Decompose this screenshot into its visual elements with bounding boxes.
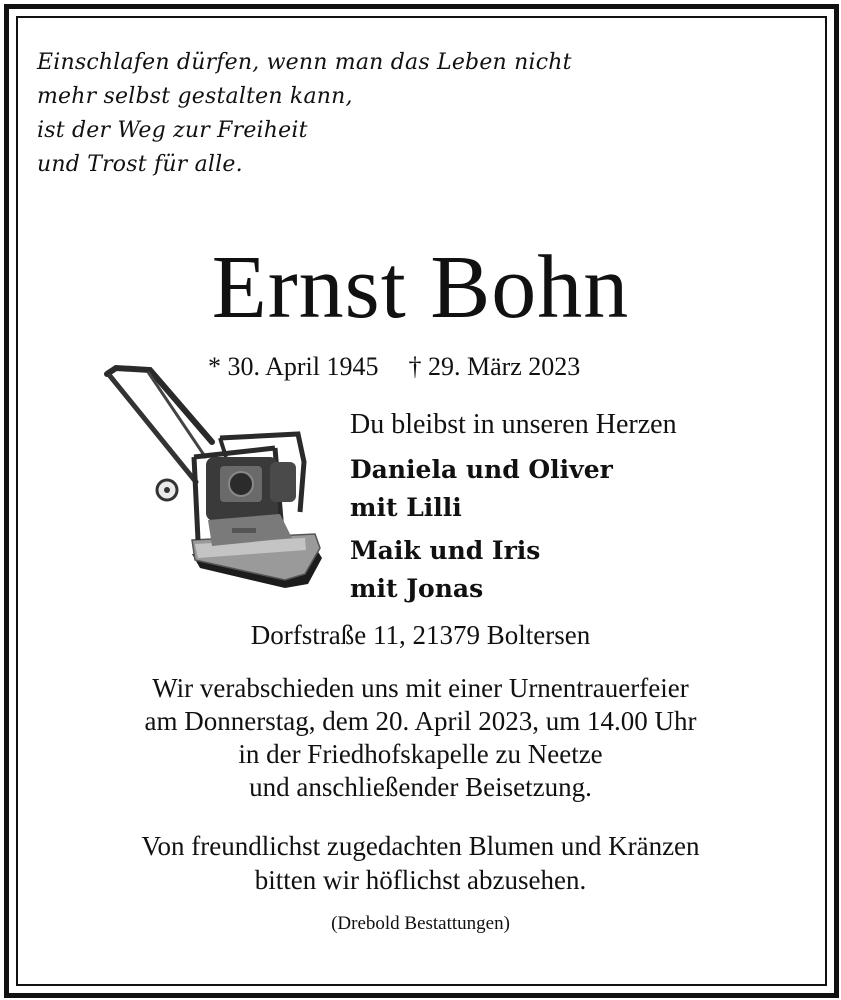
farewell-sentence: Du bleibst in unseren Herzen — [350, 409, 677, 440]
undertaker: (Drebold Bestattungen) — [331, 913, 510, 934]
poem-line: mehr selbst gestalten kann, — [37, 84, 353, 109]
address: Dorfstraße 11, 21379 Boltersen — [250, 620, 591, 650]
flowers-note — [0, 829, 841, 897]
flowers-line: bitten wir höflichst abzusehen. — [254, 865, 587, 895]
ceremony-line: in der Friedhofskapelle zu Neetze — [238, 739, 603, 769]
mourner-line: mit Jonas — [350, 574, 484, 603]
ceremony-line: und anschließender Beisetzung. — [249, 772, 592, 802]
mourner-group — [350, 451, 613, 527]
mourner-group — [350, 532, 540, 608]
mourner-line: mit Lilli — [350, 493, 462, 522]
mourner-line: Maik und Iris — [350, 536, 541, 565]
poem — [37, 46, 572, 182]
deceased-name: Ernst Bohn — [211, 238, 630, 337]
poem-line: ist der Weg zur Freiheit — [37, 118, 308, 143]
mourner-line: Daniela und Oliver — [350, 455, 613, 484]
plate-compactor-icon — [100, 362, 330, 594]
birth-date: * 30. April 1945 — [208, 352, 379, 381]
flowers-line: Von freundlichst zugedachten Blumen und Kränzen — [141, 831, 700, 861]
poem-line: und Trost für alle. — [37, 152, 243, 177]
ceremony-info — [0, 672, 841, 804]
ceremony-line: Wir verabschieden uns mit einer Urnentrauerfeier — [152, 673, 689, 703]
ceremony-line: am Donnerstag, dem 20. April 2023, um 14.00 Uhr — [144, 706, 697, 736]
poem-line: Einschlafen dürfen, wenn man das Leben nicht — [37, 50, 572, 75]
death-date: † 29. März 2023 — [408, 352, 581, 381]
